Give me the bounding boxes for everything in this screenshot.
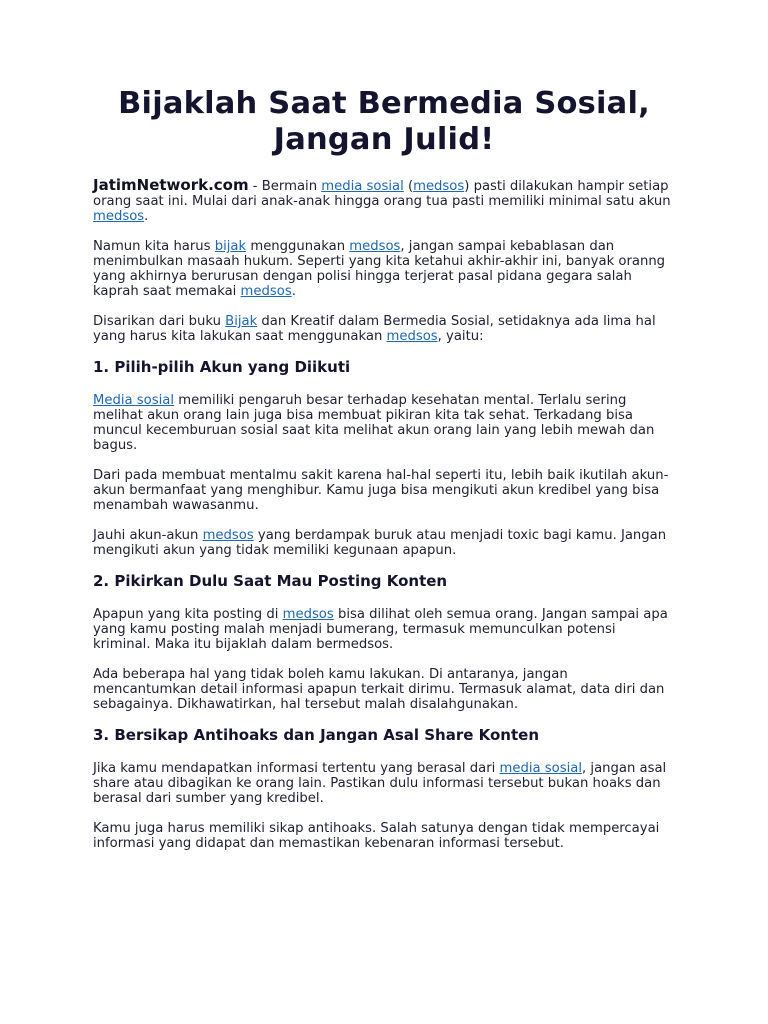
section-3-paragraph-1: Jika kamu mendapatkan informasi tertentu yang berasal dari media sosial, jangan asal share atau dibagikan ke orang lain. Pastikan dulu informasi tersebut bukan hoaks dan berasal dari sumber yang kredibel.: [93, 761, 667, 806]
section-1-paragraph-2: Dari pada membuat mentalmu sakit karena hal-hal seperti itu, lebih baik ikutilah akun-akun bermanfaat yang menghibur. Kamu juga bisa mengikuti akun kredibel yang bisa menambah wawasanmu.: [93, 468, 669, 513]
section-1-paragraph-1: Media sosial memiliki pengaruh besar terhadap kesehatan mental. Terlalu sering melihat akun orang lain juga bisa membuat pikiran kita tak sehat. Terkadang bisa muncul kecemburuan sosial saat kita melihat akun orang lain yang lebih mewah dan bagus.: [93, 393, 655, 453]
link-media-sosial[interactable]: media sosial: [499, 761, 583, 776]
intro-paragraph: JatimNetwork.com - Bermain media sosial (medsos) pasti dilakukan hampir setiap orang saat ini. Mulai dari anak-anak hingga orang tua pasti memiliki minimal satu akun medsos.: [93, 176, 671, 224]
link-medsos[interactable]: medsos: [386, 329, 438, 344]
link-medsos[interactable]: medsos: [413, 179, 465, 194]
link-bijak[interactable]: Bijak: [225, 314, 258, 329]
section-3-heading: 3. Bersikap Antihoaks dan Jangan Asal Share Konten: [93, 726, 540, 744]
link-medsos[interactable]: medsos: [240, 284, 292, 299]
section-2-heading: 2. Pikirkan Dulu Saat Mau Posting Konten: [93, 572, 448, 590]
title-line-2: Jangan Julid!: [273, 122, 495, 157]
title-line-1: Bijaklah Saat Bermedia Sosial,: [118, 86, 650, 121]
section-1-paragraph-3: Jauhi akun-akun medsos yang berdampak buruk atau menjadi toxic bagi kamu. Jangan mengikuti akun yang tidak memiliki kegunaan apapun.: [93, 528, 667, 558]
site-name: JatimNetwork.com: [93, 176, 249, 194]
section-1-heading: 1. Pilih-pilih Akun yang Diikuti: [93, 358, 351, 376]
link-bijak[interactable]: bijak: [214, 239, 247, 254]
link-medsos[interactable]: medsos: [282, 607, 334, 622]
link-medsos[interactable]: medsos: [202, 528, 254, 543]
link-media-sosial[interactable]: media sosial: [321, 179, 404, 194]
article-title: [93, 86, 675, 158]
paragraph-2: Namun kita harus bijak menggunakan medsos, jangan sampai kebablasan dan menimbulkan masaah hukum. Seperti yang kita ketahui akhir-akhir ini, banyak oranng yang akhirnya berurusan dengan polisi hingga terjerat pasal pidana gegara salah kaprah saat memakai medsos.: [93, 239, 666, 299]
section-2-paragraph-2: Ada beberapa hal yang tidak boleh kamu lakukan. Di antaranya, jangan mencantumkan detail informasi apapun terkait dirimu. Termasuk alamat, data diri dan sebagainya. Dikhawatirkan, hal tersebut malah disalahgunakan.: [93, 667, 665, 712]
link-medsos[interactable]: medsos: [93, 209, 145, 224]
section-2-paragraph-1: Apapun yang kita posting di medsos bisa dilihat oleh semua orang. Jangan sampai apa yang kamu posting malah menjadi bumerang, termasuk memunculkan potensi kriminal. Maka itu bijaklah dalam bermedsos.: [93, 607, 668, 652]
section-3-paragraph-2: Kamu juga harus memiliki sikap antihoaks. Salah satunya dengan tidak mempercayai informasi yang didapat dan memastikan kebenaran informasi tersebut.: [93, 821, 660, 851]
link-media-sosial[interactable]: Media sosial: [93, 393, 175, 408]
paragraph-3: Disarikan dari buku Bijak dan Kreatif dalam Bermedia Sosial, setidaknya ada lima hal yang harus kita lakukan saat menggunakan medsos, yaitu:: [93, 314, 656, 344]
link-medsos[interactable]: medsos: [349, 239, 401, 254]
